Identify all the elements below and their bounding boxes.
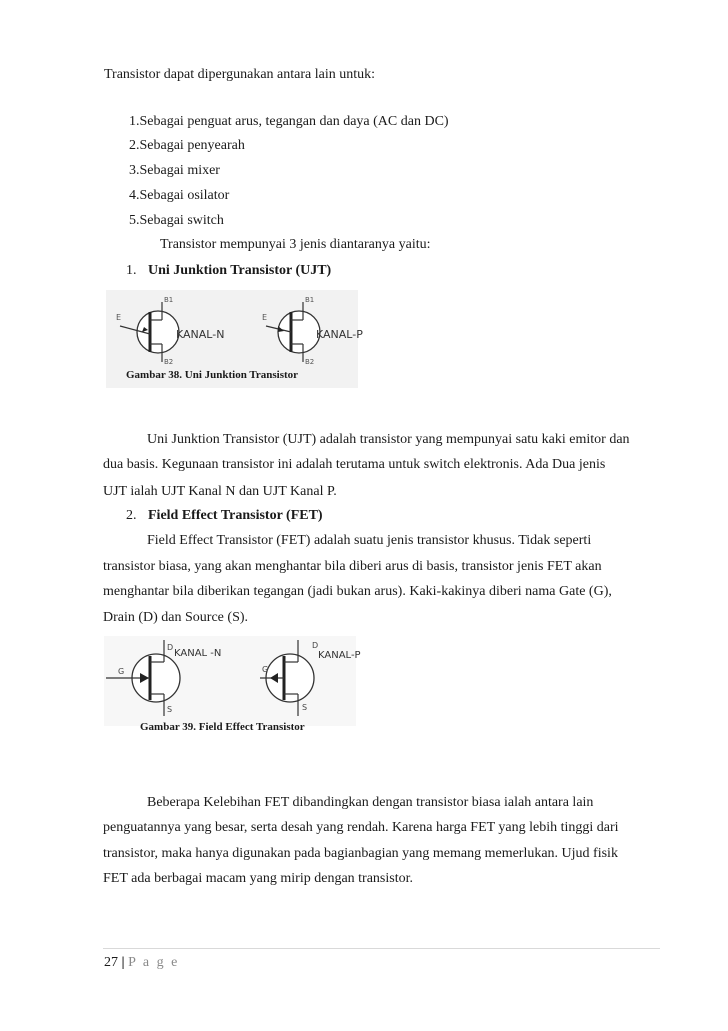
- use-item-5: 5.Sebagai switch: [129, 213, 224, 228]
- fet-advantage-line-4: FET ada berbagai macam yang mirip dengan transistor.: [103, 871, 413, 886]
- fet-paragraph-line-1: Field Effect Transistor (FET) adalah suatu jenis transistor khusus. Tidak seperti: [147, 533, 592, 548]
- section2-number: 2.: [126, 508, 137, 523]
- page-footer: [104, 955, 179, 971]
- fet-advantage-line-1: Beberapa Kelebihan FET dibandingkan dengan transistor biasa ialah antara lain: [147, 795, 594, 810]
- svg-text:S: S: [167, 705, 173, 714]
- ujt-figure: [106, 290, 363, 388]
- page-number: 27: [104, 955, 118, 970]
- page-separator: |: [121, 955, 125, 970]
- svg-text:B1: B1: [305, 296, 315, 304]
- ujt-figure-caption: Gambar 38. Uni Junktion Transistor: [126, 369, 299, 381]
- svg-text:B2: B2: [305, 358, 315, 366]
- fet-paragraph-line-3: menghantar bila diberikan tegangan (jadi bukan arus). Kaki-kakinya diberi nama Gate (G),: [103, 584, 612, 599]
- svg-text:KANAL -N: KANAL -N: [174, 648, 222, 659]
- svg-text:KANAL-N: KANAL-N: [176, 328, 225, 341]
- svg-text:KANAL-P: KANAL-P: [318, 650, 361, 661]
- svg-text:KANAL-P: KANAL-P: [316, 328, 363, 341]
- fet-figure: [104, 636, 361, 738]
- page-word: P a g e: [128, 955, 180, 970]
- use-item-3: 3.Sebagai mixer: [129, 163, 220, 178]
- section2-heading: Field Effect Transistor (FET): [148, 508, 323, 523]
- footer-divider: [103, 948, 660, 949]
- use-item-4: 4.Sebagai osilator: [129, 188, 230, 203]
- fet-advantage-line-2: penguatannya yang besar, serta desah yang rendah. Karena harga FET yang lebih tinggi dari: [103, 820, 619, 835]
- ujt-paragraph-line-3: UJT ialah UJT Kanal N dan UJT Kanal P.: [103, 484, 337, 499]
- svg-text:D: D: [312, 641, 319, 650]
- ujt-paragraph-line-2: dua basis. Kegunaan transistor ini adalah terutama untuk switch elektronis. Ada Dua jenis: [103, 457, 606, 472]
- intro-text: Transistor dapat dipergunakan antara lain untuk:: [104, 67, 375, 82]
- section1-heading: Uni Junktion Transistor (UJT): [148, 263, 332, 278]
- use-item-1: 1.Sebagai penguat arus, tegangan dan daya (AC dan DC): [129, 114, 449, 129]
- fet-advantage-line-3: transistor, maka hanya digunakan pada bagianbagian yang memang memerlukan. Ujud fisik: [103, 846, 618, 861]
- svg-text:G: G: [262, 665, 269, 674]
- fet-paragraph-line-2: transistor biasa, yang akan menghantar bila diberi arus di basis, transistor jenis FET akan: [103, 559, 602, 574]
- svg-text:G: G: [118, 667, 125, 676]
- svg-text:B1: B1: [164, 296, 174, 304]
- svg-text:E: E: [116, 313, 122, 322]
- fet-paragraph-line-4: Drain (D) dan Source (S).: [103, 610, 249, 625]
- svg-text:B2: B2: [164, 358, 174, 366]
- types-intro: Transistor mempunyai 3 jenis diantaranya yaitu:: [160, 237, 431, 252]
- use-item-2: 2.Sebagai penyearah: [129, 138, 245, 153]
- svg-text:E: E: [262, 313, 268, 322]
- svg-text:D: D: [167, 643, 174, 652]
- fet-figure-caption: Gambar 39. Field Effect Transistor: [140, 721, 305, 733]
- svg-text:S: S: [302, 703, 308, 712]
- section1-number: 1.: [126, 263, 137, 278]
- ujt-paragraph-line-1: Uni Junktion Transistor (UJT) adalah transistor yang mempunyai satu kaki emitor dan: [147, 432, 630, 447]
